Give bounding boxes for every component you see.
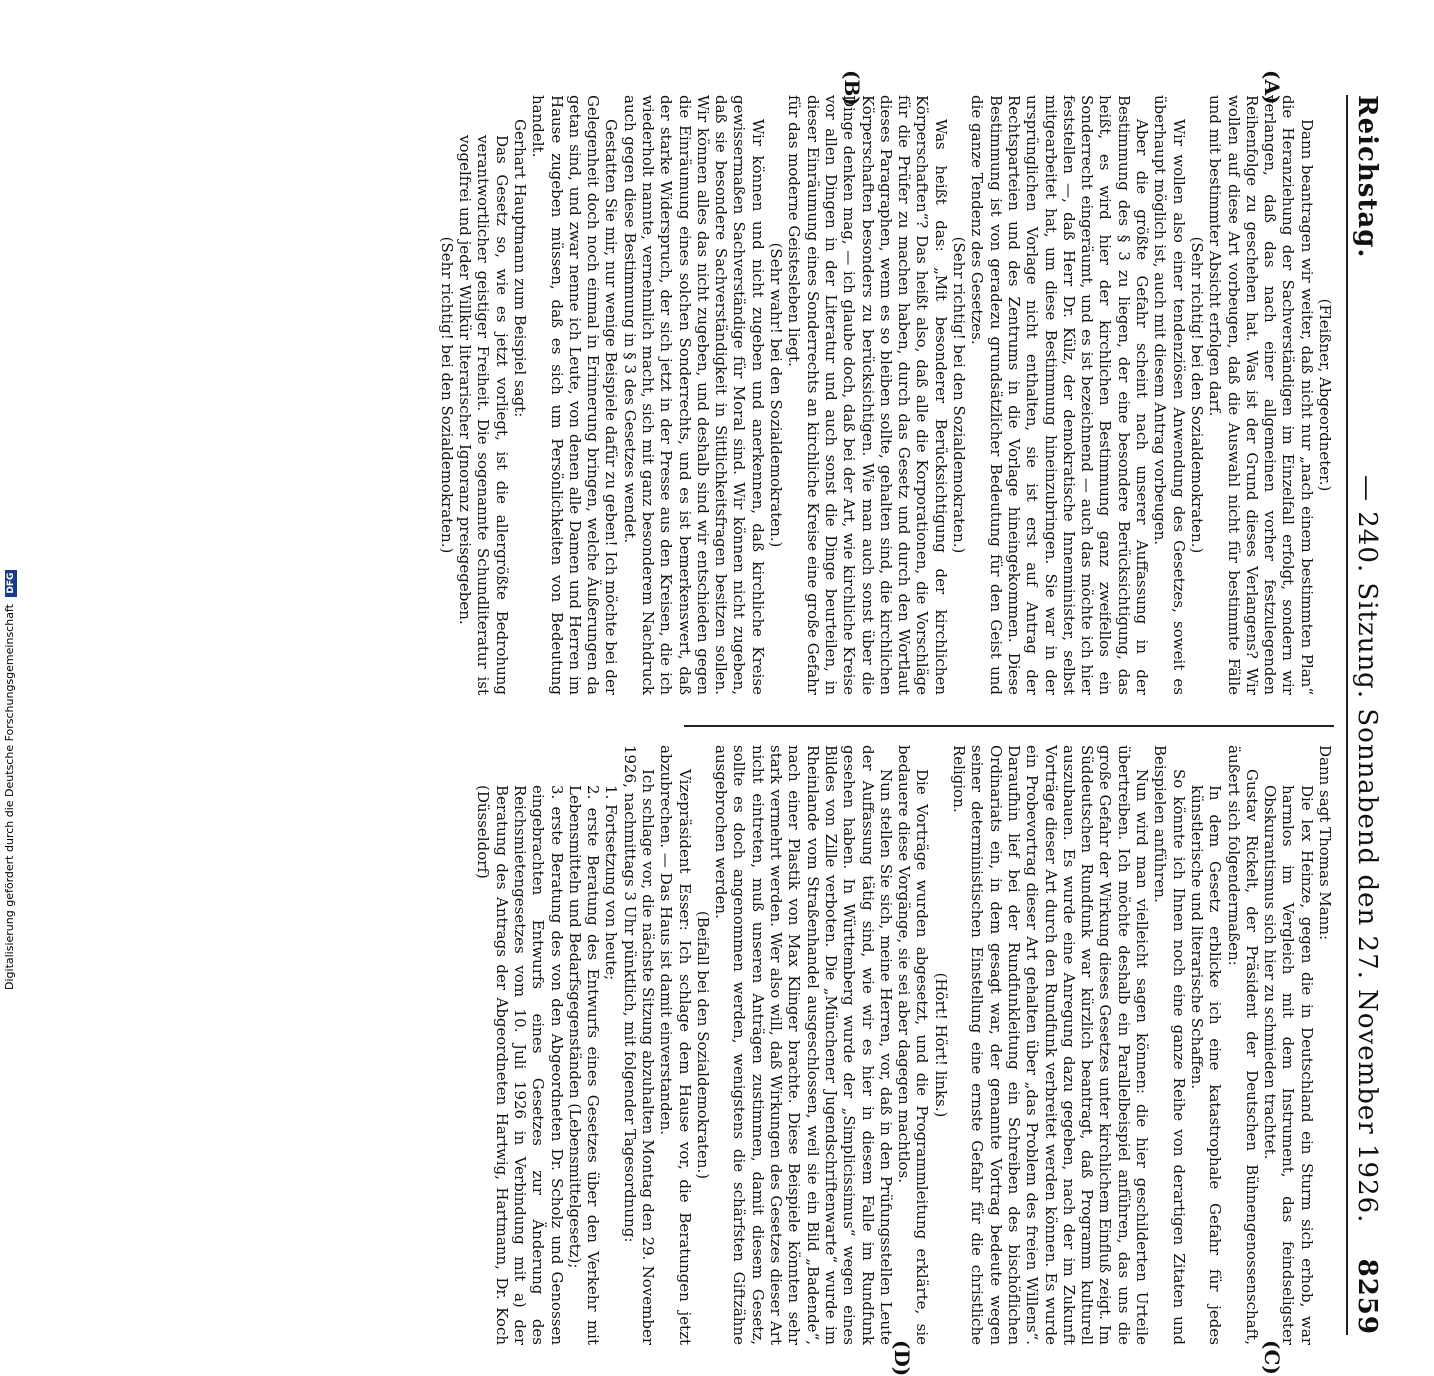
interjection: (Sehr wahr! bei den Sozialdemokraten.): [767, 242, 786, 548]
right-column: [434, 745, 1334, 1345]
paragraph: 1. Fortsetzung von heute;: [602, 785, 621, 981]
paragraph: Gustav Rickelt, der Präsident der Deutschen Bühnengenossenschaft, äußert sich folgendermaßen:: [1224, 745, 1261, 1345]
column-divider: [684, 725, 1334, 727]
interjection: (Sehr richtig! bei den Sozialdemokraten.): [1187, 236, 1206, 554]
paragraph: Die lex Heinze, gegen die in Deutschland ein Sturm sich erhob, war harmlos im Vergleich mit dem Instrument, das feindseligster Obskurantismus sich hier zu schmieden trachtet.: [1261, 785, 1316, 1345]
interjection: (Sehr richtig! bei den Sozialdemokraten.): [950, 236, 969, 554]
paragraph: In dem Gesetz erblicke ich eine katastrophale Gefahr für jedes künstlerische und literarische Schaffen.: [1187, 785, 1225, 1345]
margin-marker-a: (A): [1260, 70, 1284, 105]
header-session: — 240. Sitzung. Sonnabend den 27. November 1926.: [1352, 475, 1382, 1224]
interjection: (Sehr richtig! bei den Sozialdemokraten.): [437, 236, 456, 554]
margin-marker-d: (D): [890, 1340, 914, 1376]
digitization-credit: [3, 570, 17, 990]
paragraph: Dann sagt Thomas Mann:: [1316, 745, 1334, 941]
left-column: [434, 95, 1334, 695]
paragraph: Dann beantragen wir weiter, daß nicht nur „nach einem bestimmten Plan“ die Heranziehung der Sachverständigen im Einzelfall erfolgt, sondern wir verlangen, daß das nach einer allgemeinen vorher festzulegenden Reihenfolge zu geschehen hat. Was ist der Grund dieses Verlangens? Wir wollen auf diese Art vorbeugen, daß die Auswahl nicht für bestimmte Fälle und mit bestimmter Absicht erfolgen darf.: [1206, 95, 1316, 695]
margin-marker-b: (B): [840, 70, 864, 106]
paragraph: Nun wird man vielleicht sagen können: die hier geschilderten Urteile übertreiben. Ich möchte deshalb ein Parallelbeispiel anführen, das uns die große Gefahr der Wirkung dieses Gesetzes unter kirchlichem Einfluß zeigt. Im Süddeutschen Rundfunk war kürzlich beantragt, daß Programm kulturell auszubauen. Es wurde eine Anregung dazu gegeben, nach der im Zukunft Vorträge dieser Art durch den Rundfunk verbreitet werden können. Es wurde ein Probevortrag dieser Art gehalten über „das Problem des freien Willens“. Daraufhin lief bei der Rundfunkleitung ein Schreiben des bischöflichen Ordinariats ein, in dem gesagt war, der genannte Vortrag bedeute wegen seiner deterministischen Einstellung eine ernste Gefahr für die christliche Religion.: [950, 745, 1152, 1345]
paragraph: Nun stellen Sie sich, meine Herren, vor, daß in den Prüfungsstellen Leute der Auffassung tätig sind, wie wir es hier in diesem Falle im Rundfunk gesehen haben. In Württemberg wurde der „Simplicissimus“ wegen eines Bildes von Zille verboten. Die „Münchener Jugendschriftenwarte“ wurde im Rheinlande vom Straßenhandel ausgeschlossen, weil sie ein Bild „Badende“, nach einer Plastik von Max Klinger brachte. Diese Beispiele könnten sehr stark vermehrt werden. Wer also will, daß Wirkungen des Gesetzes dieser Art nicht eintreten, muß unseren Anträgen zustimmen, damit diesem Gesetz, sollte es doch angenommen werden, wenigstens die schärfsten Giftzähne ausgebrochen werden.: [712, 745, 895, 1345]
paragraph: 3. erste Beratung des von den Abgeordneten Dr. Scholz und Genossen eingebrachten Entwurfs eines Gesetzes zur Änderung des Reichsmietengesetzes vom 10. Juli 1926 in Verbindung mit a) der Beratung des Antrags der Abgeordneten Hartwig, Hartmann, Dr. Koch (Düsseldorf): [474, 785, 566, 1345]
paragraph: Was heißt das: „Mit besonderer Berücksichtigung der kirchlichen Körperschaften“? Das heißt also, daß alle die Korporationen, die Vorschläge für die Prüfer zu machen haben, durch das Gesetz und durch den Wortlaut dieses Paragraphen, wenn es so bleiben sollte, gehalten sind, die kirchlichen Körperschaften besonders zu berücksichtigen. Wie man auch sonst über die Dinge denken mag, — ich glaube doch, daß bei der Art, wie kirchliche Kreise vor allen Dingen in der Literatur und auch sonst die Dinge beurteilen, in dieser Einräumung eines Sonderrechts an kirchliche Kreise eine große Gefahr für das moderne Geistesleben liegt.: [785, 95, 950, 695]
page-number: 8259: [1352, 1258, 1382, 1335]
dfg-logo: DFG: [5, 570, 17, 597]
paragraph: Wir können und nicht zugeben und anerkennen, daß kirchliche Kreise gewissermaßen Sachverständige für Moral sind. Wir können nicht zugeben, daß sie besondere Sachverständigkeit in Sittlichkeitsfragen besitzen sollen. Wir können alles das nicht zugeben, und deshalb sind wir entschieden gegen die Einräumung eines solchen Sonderrechts, und es ist bemerkenswert, daß der starke Widerspruch, der sich jetzt in der Presse aus den Kreisen, die ich wiederholt nannte, vernehmlich macht, sich mit ganz besonderem Nachdruck auch gegen diese Bestimmung in § 3 des Gesetzes wendet.: [620, 95, 767, 695]
margin-marker-c: (C): [1260, 1340, 1284, 1375]
header-rule: [1346, 95, 1348, 1335]
paragraph: Gerhart Hauptmann zum Beispiel sagt:: [510, 119, 529, 418]
page-header: [1334, 95, 1394, 1335]
header-title: Reichstag.: [1352, 95, 1382, 259]
paragraph: Das Gesetz so, wie es jetzt vorliegt, ist die allergrößte Bedrohung verantwortlicher geistiger Freiheit. Die sogenannte Schundliteratur ist vogelfrei und jeder Willkür literarischer Ignoranz preisgegeben.: [456, 135, 511, 695]
paragraph: Vizepräsident Esser: Ich schlage dem Hause vor, die Beratungen jetzt abzubrechen. — Das Haus ist damit einverstanden.: [657, 745, 694, 1345]
paragraph: Die Vorträge wurden abgesetzt, und die Programmleitung erklärte, sie bedauere diese Vorgänge, sie sei aber dagegen machtlos.: [895, 745, 932, 1345]
paragraph: Wir wollen also einer tendenziösen Anwendung des Gesetzes, soweit es überhaupt möglich ist, auch mit diesem Antrag vorbeugen.: [1151, 95, 1188, 695]
interjection: (Beifall bei den Sozialdemokraten.): [693, 910, 712, 1180]
paragraph: Gestatten Sie mir, nur wenige Beispiele dafür zu geben! Ich möchte bei der Gelegenheit doch noch einmal in Erinnerung bringen, welche Äußerungen da getan sind, und zwar nenne ich Leute, von denen alle Damen und Herren im Hause zugeben müssen, daß es sich um Persönlichkeiten von Bedeutung handelt.: [529, 95, 621, 695]
credit-text: Digitalisierung gefördert durch die Deutsche Forschungsgemeinschaft: [3, 604, 16, 990]
paragraph: 2. erste Beratung des Entwurfs eines Gesetzes über den Verkehr mit Lebensmitteln und Bedarfsgegenständen (Lebensmittelgesetz);: [565, 785, 603, 1345]
interjection: (Hört! Hört! links.): [931, 972, 950, 1118]
paragraph: Aber die größte Gefahr scheint nach unserer Auffassung in der Bestimmung des § 3 zu liegen, der eine besondere Berücksichtigung, das heißt, es wird hier der kirchlichen Bestimmung ganz zweifellos ein Sonderrecht eingeräumt, und es ist bezeichnend — auch das möchte ich hier feststellen —, daß Herr Dr. Külz, der demokratische Innenminister, selbst mitgearbeitet hat, um diese Bestimmung hineinzubringen. Sie war in der ursprünglichen Vorlage nicht enthalten, sie ist erst auf Antrag der Rechtsparteien und des Zentrums in die Vorlage hineingekommen. Diese Bestimmung ist von geradezu grundsätzlicher Bedeutung für den Geist und die ganze Tendenz des Gesetzes.: [968, 95, 1152, 695]
paragraph: Ich schlage vor, die nächste Sitzung abzuhalten Montag den 29. November 1926, nachmittags 3 Uhr pünktlich, mit folgender Tagesordnung:: [620, 745, 658, 1345]
speaker-line: (Fleißner, Abgeordneter.): [1316, 298, 1334, 492]
paragraph: So könnte ich Ihnen noch eine ganze Reihe von derartigen Zitaten und Beispielen anführen.: [1151, 745, 1188, 1345]
